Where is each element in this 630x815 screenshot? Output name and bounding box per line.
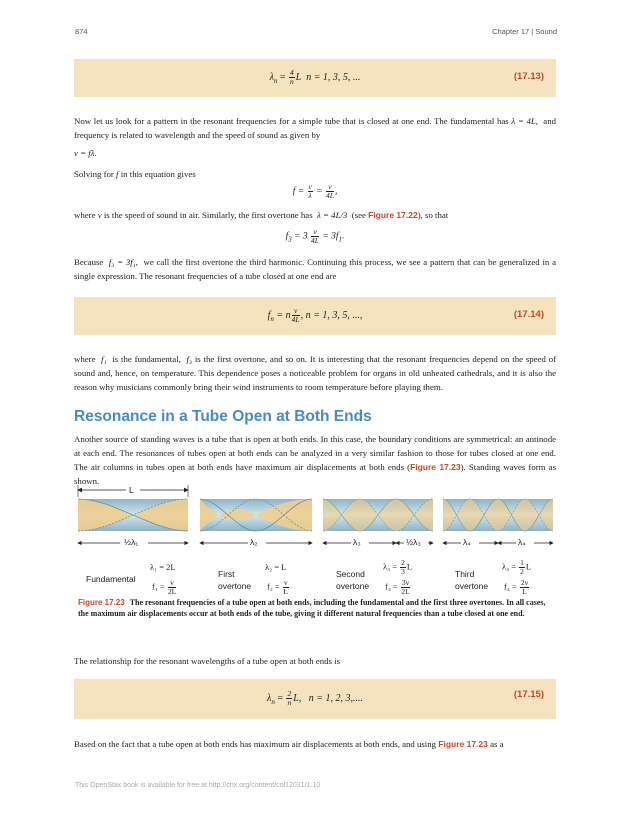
paragraph-1: Now let us look for a pattern in the resonant frequencies for a simple tube that is closed at one end. The fundamental has λ = 4L, and frequency is related to wavelength and the speed of sound as given by — [74, 116, 556, 140]
mode-lambda-2: λ₂ = L — [265, 562, 287, 572]
figure-17-22-link[interactable]: Figure 17.22 — [368, 210, 418, 220]
paragraph-6: Another source of standing waves is a tube that is open at both ends. In this case, the boundary conditions are symmetrical: an antinode at each end. The resonances of tubes open at both ends can be analyzed in a very similar fashion to those for tubes closed at one end. The air columns in tubes open at both ends have maximum air displacements at both ends (Figure 17.23). Standing waves form as shown. — [74, 434, 556, 486]
figure-caption: Figure 17.23 The resonant frequencies of a tube open at both ends, including the fundamental and the first three overtones. In all cases, the maximum air displacements occur at both ends of the tube, giving it different natural frequencies than a tube closed at one end. — [78, 598, 546, 618]
equation-number: (17.13) — [513, 71, 544, 82]
paragraph-5: where f₁ is the fundamental, f₃ is the first overtone, and so on. It is interesting that the resonant frequencies depend on the speed of sound and, hence, on temperature. This dependence poses a noticeable problem for organs in old unheated cathedrals, and it is also the reason why musicians commonly bring their wind instruments to room temperature before playing them. — [74, 354, 557, 392]
mode-name-third-overtone: Third overtone — [455, 569, 489, 591]
paragraph-4: Because f₃ = 3f₁, we call the first overtone the third harmonic. Continuing this process, we see a pattern that can be generalized in a single expression. The resonant frequencies of a tube closed at one end are — [74, 257, 556, 281]
length-label: L — [129, 485, 134, 495]
tube-second-overtone — [323, 499, 433, 531]
paragraph-3: where v is the speed of sound in air. Similarly, the first overtone has λ = 4L/3 (see Figure 17.22), so that — [74, 210, 449, 220]
mode-freq-1: f₁ = $\frac{v}{2L}$ — [152, 578, 177, 596]
mode-freq-3: f₃ = $\frac{3v}{2L}$ — [385, 578, 410, 596]
chapter-header: Chapter 17 | Sound — [492, 27, 557, 36]
wavelength-label-2: λ₂ — [250, 537, 258, 547]
footer: This OpenStax book is available for free at http://cnx.org/content/col12031/1.10 — [75, 782, 321, 789]
mode-lambda-3: λ₃ = $\frac{2}{3}$ L — [383, 558, 413, 576]
mode-freq-4: f₄ = $\frac{2v}{L}$ — [504, 578, 529, 596]
equation-v-f-lambda: v = fλ. — [74, 148, 97, 158]
tube-fundamental — [78, 499, 188, 531]
paragraph-7: The relationship for the resonant wavelengths of a tube open at both ends is — [74, 656, 341, 666]
figure-17-23 — [74, 485, 556, 595]
paragraph-8: Based on the fact that a tube open at both ends has maximum air displacements at both ends, and using Figure 17.23 as a — [74, 739, 504, 749]
equation-f: f = $\frac{v}{\lambda}$ = $\frac{v}{4L}$ , — [292, 182, 338, 200]
equation-box-17-14 — [74, 297, 556, 335]
wavelength-label-5: λ₄ — [463, 537, 471, 547]
equation-box-17-15 — [74, 679, 556, 719]
mode-lambda-4: λ₄ = $\frac{1}{2}$ L — [502, 558, 532, 576]
mode-name-first-overtone: First overtone — [218, 569, 252, 591]
figure-17-23-link[interactable]: Figure 17.23 — [410, 462, 461, 472]
tube-third-overtone — [443, 499, 553, 531]
equation-17-14: $f_n = n$ $\frac{v}{4L}$ , n = 1, 3, 5, ..., — [267, 306, 363, 324]
wavelength-label-6: λ₄ — [518, 537, 526, 547]
mode-name-second-overtone: Second overtone — [336, 569, 370, 591]
equation-box-17-13 — [74, 59, 556, 97]
wavelength-label-1: ½λ₁ — [124, 537, 139, 547]
equation-17-13: $\lambda_n$ = $\frac{4}{n}$ L n = 1, 3, 5, ... — [269, 68, 361, 86]
page-number: 874 — [75, 27, 88, 36]
figure-17-23-link-2[interactable]: Figure 17.23 — [438, 739, 488, 749]
equation-f3: $f_3 = 3$ $\frac{v}{4L}$ = $3f_1$. — [285, 227, 345, 245]
mode-name-fundamental: Fundamental — [86, 574, 136, 584]
mode-lambda-1: λ₁ = 2L — [150, 562, 176, 572]
wavelength-label-3: λ₃ — [353, 537, 361, 547]
equation-17-15: $\lambda_n$ = $\frac{2}{n}$ L, n = 1, 2, 3,.... — [266, 689, 364, 707]
tube-first-overtone — [200, 499, 312, 531]
equation-number: (17.15) — [513, 689, 544, 700]
mode-freq-2: f₂ = $\frac{v}{L}$ — [267, 578, 289, 596]
section-title: Resonance in a Tube Open at Both Ends — [74, 408, 372, 425]
wavelength-label-4: ½λ₃ — [406, 537, 421, 547]
equation-number: (17.14) — [513, 309, 544, 320]
paragraph-2: Solving for f in this equation gives — [74, 169, 196, 179]
